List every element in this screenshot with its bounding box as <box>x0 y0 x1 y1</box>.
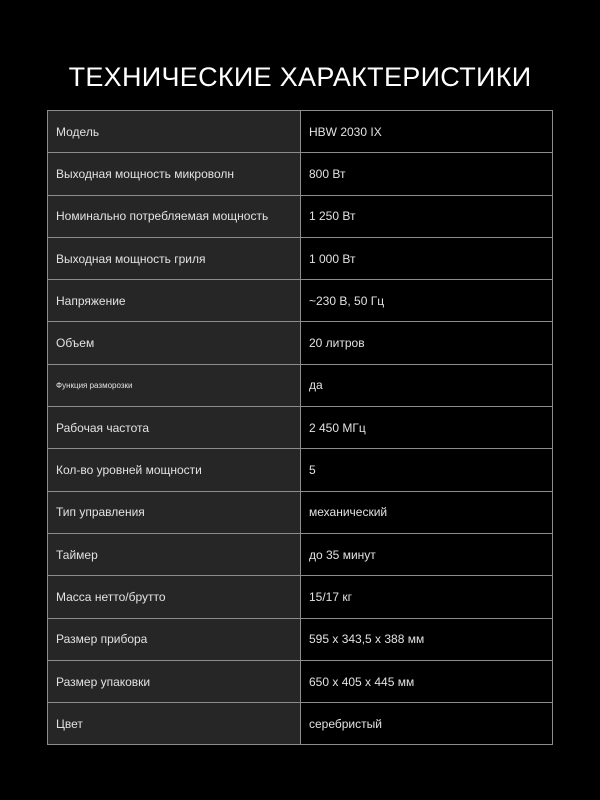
spec-value: 20 литров <box>301 322 553 364</box>
spec-value: 1 000 Вт <box>301 237 553 279</box>
table-row <box>48 660 553 702</box>
spec-value: да <box>301 364 553 406</box>
table-row <box>48 364 553 406</box>
spec-value: 15/17 кг <box>301 576 553 618</box>
spec-label: Выходная мощность гриля <box>48 237 301 279</box>
spec-value: 650 х 405 х 445 мм <box>301 660 553 702</box>
table-row <box>48 237 553 279</box>
spec-value: 595 х 343,5 х 388 мм <box>301 618 553 660</box>
spec-value: серебристый <box>301 703 553 745</box>
spec-value: ~230 В, 50 Гц <box>301 280 553 322</box>
spec-value: 1 250 Вт <box>301 195 553 237</box>
spec-label: Кол-во уровней мощности <box>48 449 301 491</box>
table-row <box>48 491 553 533</box>
spec-label: Размер прибора <box>48 618 301 660</box>
spec-label: Рабочая частота <box>48 407 301 449</box>
spec-value: до 35 минут <box>301 533 553 575</box>
table-row <box>48 533 553 575</box>
spec-value: HBW 2030 IX <box>301 111 553 153</box>
spec-label: Таймер <box>48 533 301 575</box>
spec-label: Выходная мощность микроволн <box>48 153 301 195</box>
spec-label: Цвет <box>48 703 301 745</box>
table-row <box>48 153 553 195</box>
table-row <box>48 618 553 660</box>
table-row <box>48 449 553 491</box>
spec-value: 800 Вт <box>301 153 553 195</box>
page-title: ТЕХНИЧЕСКИЕ ХАРАКТЕРИСТИКИ <box>68 62 532 92</box>
table-row <box>48 280 553 322</box>
table-row <box>48 111 553 153</box>
table-row <box>48 703 553 745</box>
spec-value: 5 <box>301 449 553 491</box>
spec-label: Модель <box>48 111 301 153</box>
table-row <box>48 576 553 618</box>
spec-value: механический <box>301 491 553 533</box>
spec-label: Напряжение <box>48 280 301 322</box>
spec-label: Объем <box>48 322 301 364</box>
spec-value: 2 450 МГц <box>301 407 553 449</box>
spec-label: Номинально потребляемая мощность <box>48 195 301 237</box>
spec-label: Тип управления <box>48 491 301 533</box>
table-row <box>48 407 553 449</box>
table-row <box>48 195 553 237</box>
spec-label: Размер упаковки <box>48 660 301 702</box>
spec-label: Функция разморозки <box>48 364 301 406</box>
spec-label: Масса нетто/брутто <box>48 576 301 618</box>
table-row <box>48 322 553 364</box>
spec-table <box>47 110 553 745</box>
